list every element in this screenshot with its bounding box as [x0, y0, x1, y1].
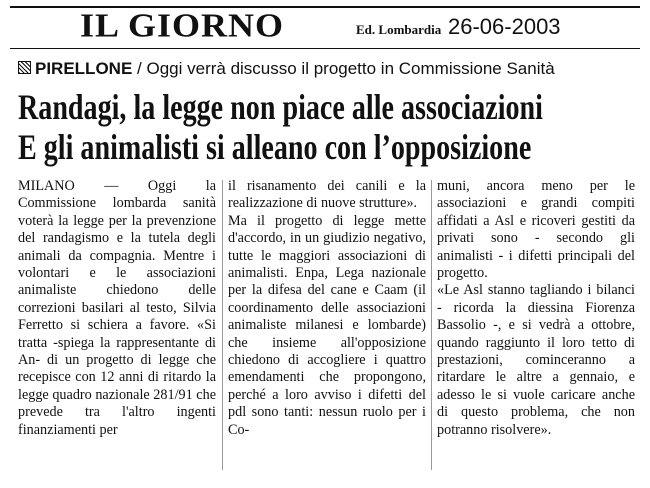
column-divider	[431, 180, 432, 470]
article-paragraph: MILANO — Oggi la Commissione lombarda sanità voterà la legge per la prevenzione del randagismo e la tutela degli animali da compagnia. Mentre i volontari e le associazioni animaliste chiedono delle correzioni basilari al testo, Silvia Ferretto si schiera a favore. «Si tratta -spiega la rappresentante di An- di un progetto di legge che recepisce con 12 anni di ritardo la legge quadro nazionale 281/91 che prevede tra l'altro ingenti finanziamenti per	[18, 178, 216, 438]
headline-line-1: Randagi, la legge non piace alle associazioni	[18, 87, 543, 127]
article-paragraph: muni, ancora meno per le associazioni e grandi compiti affidati a Asl e ricoveri gestiti da privati sono - secondo gli animalisti - i difetti principali del progetto.	[437, 178, 635, 282]
column-divider	[222, 180, 223, 470]
article-paragraph: Ma il progetto di legge mette d'accordo, in un giudizio negativo, tutte le maggiori associazioni di animalisti. Enpa, Lega nazionale per la difesa del cane e Caam (il coordinamento delle associazioni animaliste milanesi e lombarde) che insieme all'opposizione chiedono di accogliere i quattro emendamenti che propongono, perché a loro avviso i difetti del pdl sono tanti: nessun ruolo per i Co-	[228, 212, 426, 438]
publication-date: 26-06-2003	[448, 14, 561, 39]
newspaper-logo: IL GIORNO	[80, 6, 285, 45]
headline-line-2: E gli animalisti si alleano con l’opposizione	[18, 127, 532, 167]
article-paragraph: «Le Asl stanno tagliando i bilanci - ricorda la diessina Fiorenza Bassolio -, e si vedrà a ottobre, quando raggiunto il loro tetto di prestazioni, cominceranno a ritardare le altre a gennaio, e adesso le si vuole caricare anche di questo problema, che non potranno risolvere».	[437, 282, 635, 438]
edition-label: Ed. Lombardia	[356, 22, 442, 37]
article-column-3	[437, 178, 635, 439]
kicker-text: / Oggi verrà discusso il progetto in Commissione Sanità	[137, 59, 555, 78]
masthead	[0, 0, 650, 50]
kicker-section: PIRELLONE	[35, 59, 133, 78]
article-column-1	[18, 178, 216, 439]
kicker-line	[18, 59, 638, 79]
article-column-2	[228, 178, 426, 439]
article-paragraph: il risanamento dei canili e la realizzazione di nuove strutture».	[228, 178, 426, 212]
hatched-square-icon	[18, 61, 31, 74]
masthead-bottom-rule	[10, 48, 640, 49]
